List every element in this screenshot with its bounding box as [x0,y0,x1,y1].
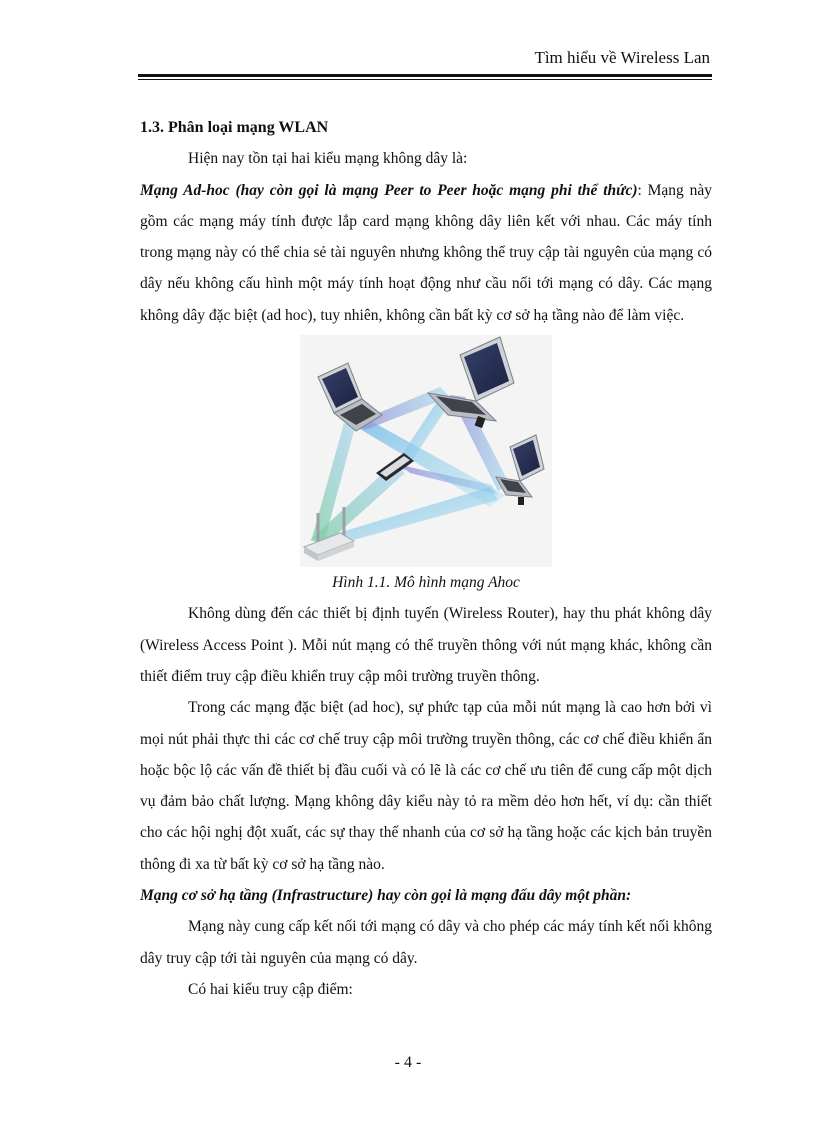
section-heading: 1.3. Phân loại mạng WLAN [140,119,329,136]
paragraph: Trong các mạng đặc biệt (ad hoc), sự phức tạp của mỗi nút mạng là cao hơn bởi vì mọi nút phải thực thi các cơ chế truy cập môi trường truyền thông, các cơ chế điều khiển ẩn hoặc bộc lộ các vấn đề thiết bị đầu cuối và có lẽ là các cơ chế ưu tiên để cung cấp một dịch vụ đảm bảo chất lượng. Mạng không dây kiểu này tỏ ra mềm dẻo hơn hết, ví dụ: cần thiết cho các hội nghị đột xuất, các sự thay thế nhanh của cơ sở hạ tầng hoặc các kịch bản truyền thông đi xa từ bất kỳ cơ sở hạ tầng nào. [140,699,712,873]
page-number: - 4 - [394,1054,422,1071]
header-title: Tìm hiểu về Wireless Lan [534,48,710,67]
header-rule-thin [138,79,712,80]
header-rule-thick [138,74,712,77]
intro-paragraph: Hiện nay tồn tại hai kiểu mạng không dây là: [188,150,468,168]
adhoc-term: Mạng Ad-hoc (hay còn gọi là mạng Peer to Peer hoặc mạng phi thể thức) [140,181,638,199]
adhoc-description: : Mạng này gồm các mạng máy tính được lắp card mạng không dây liên kết với nhau. Các máy tính trong mạng này có thể chia sẻ tài nguyên nhưng không thể truy cập tài nguyên của mạng có dây nếu không cấu hình một máy tính hoạt động như cầu nối tới mạng có dây. Các mạng không dây đặc biệt (ad hoc), tuy nhiên, không cần bất kỳ cơ sở hạ tầng nào để làm việc. [140,181,712,324]
adhoc-network-illustration [300,335,552,567]
page-content [140,112,712,1005]
adhoc-figure [140,335,712,567]
figure-caption: Hình 1.1. Mô hình mạng Ahoc [332,574,520,592]
paragraph: Có hai kiểu truy cập điểm: [188,980,353,998]
paragraph: Mạng này cung cấp kết nối tới mạng có dây và cho phép các máy tính kết nối không dây truy cập tới tài nguyên của mạng có dây. [140,918,712,967]
paragraph: Không dùng đến các thiết bị định tuyến (Wireless Router), hay thu phát không dây (Wireless Access Point ). Mỗi nút mạng có thể truyền thông với nút mạng khác, không cần thiết điểm truy cập điều khiển truy cập môi trường truyền thông. [140,605,712,685]
adhoc-paragraph [140,175,712,331]
infrastructure-heading: Mạng cơ sở hạ tầng (Infrastructure) hay còn gọi là mạng đấu dây một phần: [140,887,632,905]
